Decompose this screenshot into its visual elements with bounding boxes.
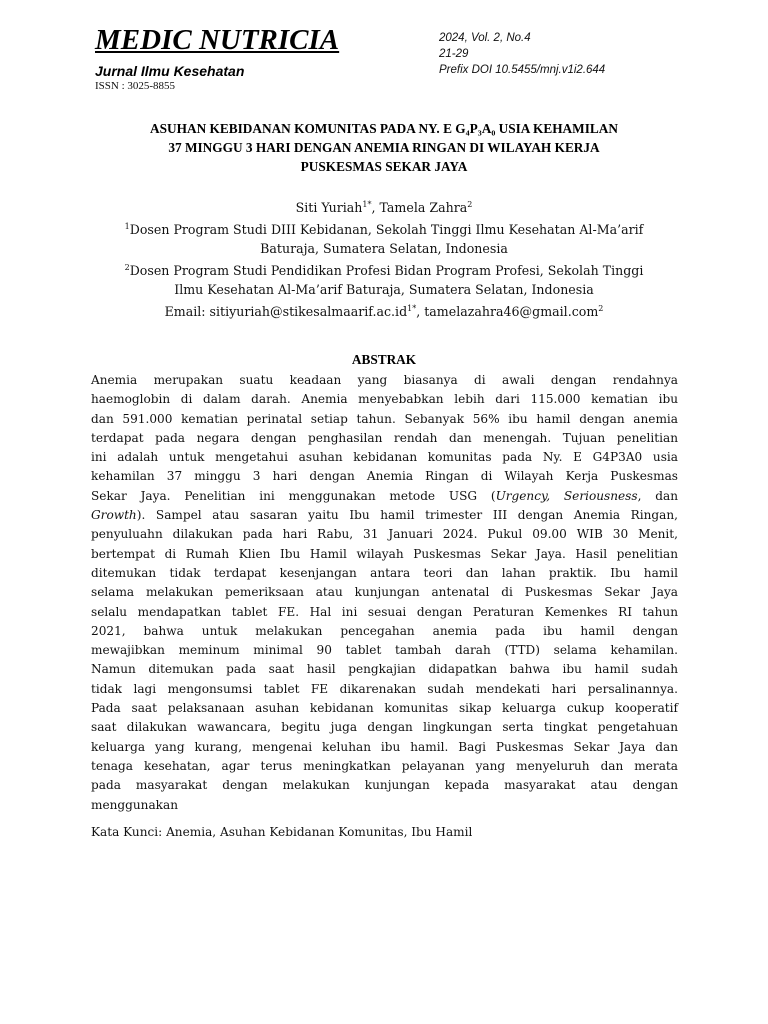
keywords: Kata Kunci: Anemia, Asuhan Kebidanan Komunitas, Ibu Hamil [91,825,473,839]
abstract-line: penyuluahn dilakukan pada hari Rabu, 31 Januari 2024. Pukul 09.00 WIB 30 Menit, [91,527,678,542]
abstract-line: tenaga kesehatan, agar terus meningkatkan pelayanan yang menyeluruh dan merata [91,758,678,773]
abstract-line: haemoglobin di dalam darah. Anemia menyebabkan lebih dari 115.000 kematian ibu [91,392,678,407]
abstract-line: ini adalah untuk mengetahui asuhan kebidanan komunitas pada Ny. E G4P3A0 usia [91,450,678,465]
abstract-line: bertempat di Rumah Klien Ibu Hamil wilayah Puskesmas Sekar Jaya. Hasil penelitian [91,546,678,561]
abstract-line: keluarga yang kurang, mengenai keluhan ibu hamil. Bagi Puskesmas Sekar Jaya dan [91,739,678,754]
journal-name: MEDIC NUTRICIA [95,24,340,56]
issn: ISSN : 3025-8855 [95,80,176,92]
volume-info: 2024, Vol. 2, No.4 [439,32,531,44]
affiliation-2: $^2$Dosen Program Studi Pendidikan Profesi Bidan Program Profesi, Sekolah Tinggi [124,263,644,278]
author-emails: Email: $sitiyuriah@stikesalmaarif.ac.id^{1*}$, tamelazahra46@gmail.com$^2$ [164,304,604,319]
abstract-line: ditemukan tidak terdapat kesenjangan antara teori dan lahan praktik. Ibu hamil [91,565,678,580]
page-range: 21-29 [439,48,469,60]
author-names: Siti Yuriah$^{1*}$, Tamela Zahra$^2$ [295,200,473,215]
title-line: PUSKESMAS SEKAR JAYA [300,159,468,174]
abstract-line: dan 591.000 kematian perinatal setiap tahun. Sebanyak 56% ibu hamil dengan anemia [91,411,678,426]
abstract-line: Pada saat pelaksanaan asuhan kebidanan komunitas sikap keluarga cukup kooperatif [91,701,678,716]
affiliation-1-cont: Baturaja, Sumatera Selatan, Indonesia [260,241,508,256]
abstract-line: terdapat pada negara dengan penghasilan rendah dan menengah. Tujuan penelitian [91,430,678,445]
abstract-line: selama melakukan pemeriksaan atau kunjungan antenatal di Puskesmas Sekar Jaya [91,585,678,600]
doi-prefix: Prefix DOI 10.5455/mnj.v1i2.644 [439,64,606,76]
author-block [80,195,688,321]
publication-meta [439,30,605,78]
abstract-line: 2021, bahwa untuk melakukan pencegahan anemia pada ibu hamil dengan [91,623,678,638]
affiliation-2-cont: Ilmu Kesehatan Al-Ma’arif Baturaja, Sumatera Selatan, Indonesia [174,282,594,297]
abstract-line: Namun ditemukan pada saat hasil pengkajian didapatkan bahwa ibu hamil sudah [91,662,678,677]
abstract-line: menggunakan [91,797,179,812]
title-line: ASUHAN KEBIDANAN KOMUNITAS PADA NY. E G₄P₃A₀ USIA KEHAMILAN [150,121,618,136]
abstract-line: Anemia merupakan suatu keadaan yang biasanya di awali dengan rendahnya [91,373,678,387]
abstract-heading: ABSTRAK [351,352,417,367]
abstract-line: Sekar Jaya. Penelitian ini menggunakan metode USG (Urgency, Seriousness, dan [91,488,678,503]
abstract-line: saat dilakukan wawancara, begitu juga dengan lingkungan serta tingkat pengetahuan [91,720,678,735]
abstract-line: kehamilan 37 minggu 3 hari dengan Anemia Ringan di Wilayah Kerja Puskesmas [91,469,678,484]
abstract-body [91,371,678,815]
abstract-line: pada masyarakat dengan melakukan kunjungan kepada masyarakat atau dengan [91,778,678,793]
abstract-line: selalu mendapatkan tablet FE. Hal ini sesuai dengan Peraturan Kemenkes RI tahun [91,604,678,619]
affiliation-1: $^1$Dosen Program Studi DIII Kebidanan, Sekolah Tinggi Ilmu Kesehatan Al-Ma’arif [124,222,644,237]
title-line: 37 MINGGU 3 HARI DENGAN ANEMIA RINGAN DI WILAYAH KERJA [168,140,600,155]
abstract-line: mewajibkan meminum minimal 90 tablet tambah darah (TTD) selama kehamilan. [91,643,678,658]
abstract-line: Growth). Sampel atau sasaran yaitu Ibu hamil trimester III dengan Anemia Ringan, [91,508,678,523]
abstract-line: tidak lagi mengonsumsi tablet FE dikarenakan sudah mendekati hari persalinannya. [91,681,678,696]
article-title [80,119,688,176]
journal-subtitle: Jurnal Ilmu Kesehatan [95,63,245,79]
